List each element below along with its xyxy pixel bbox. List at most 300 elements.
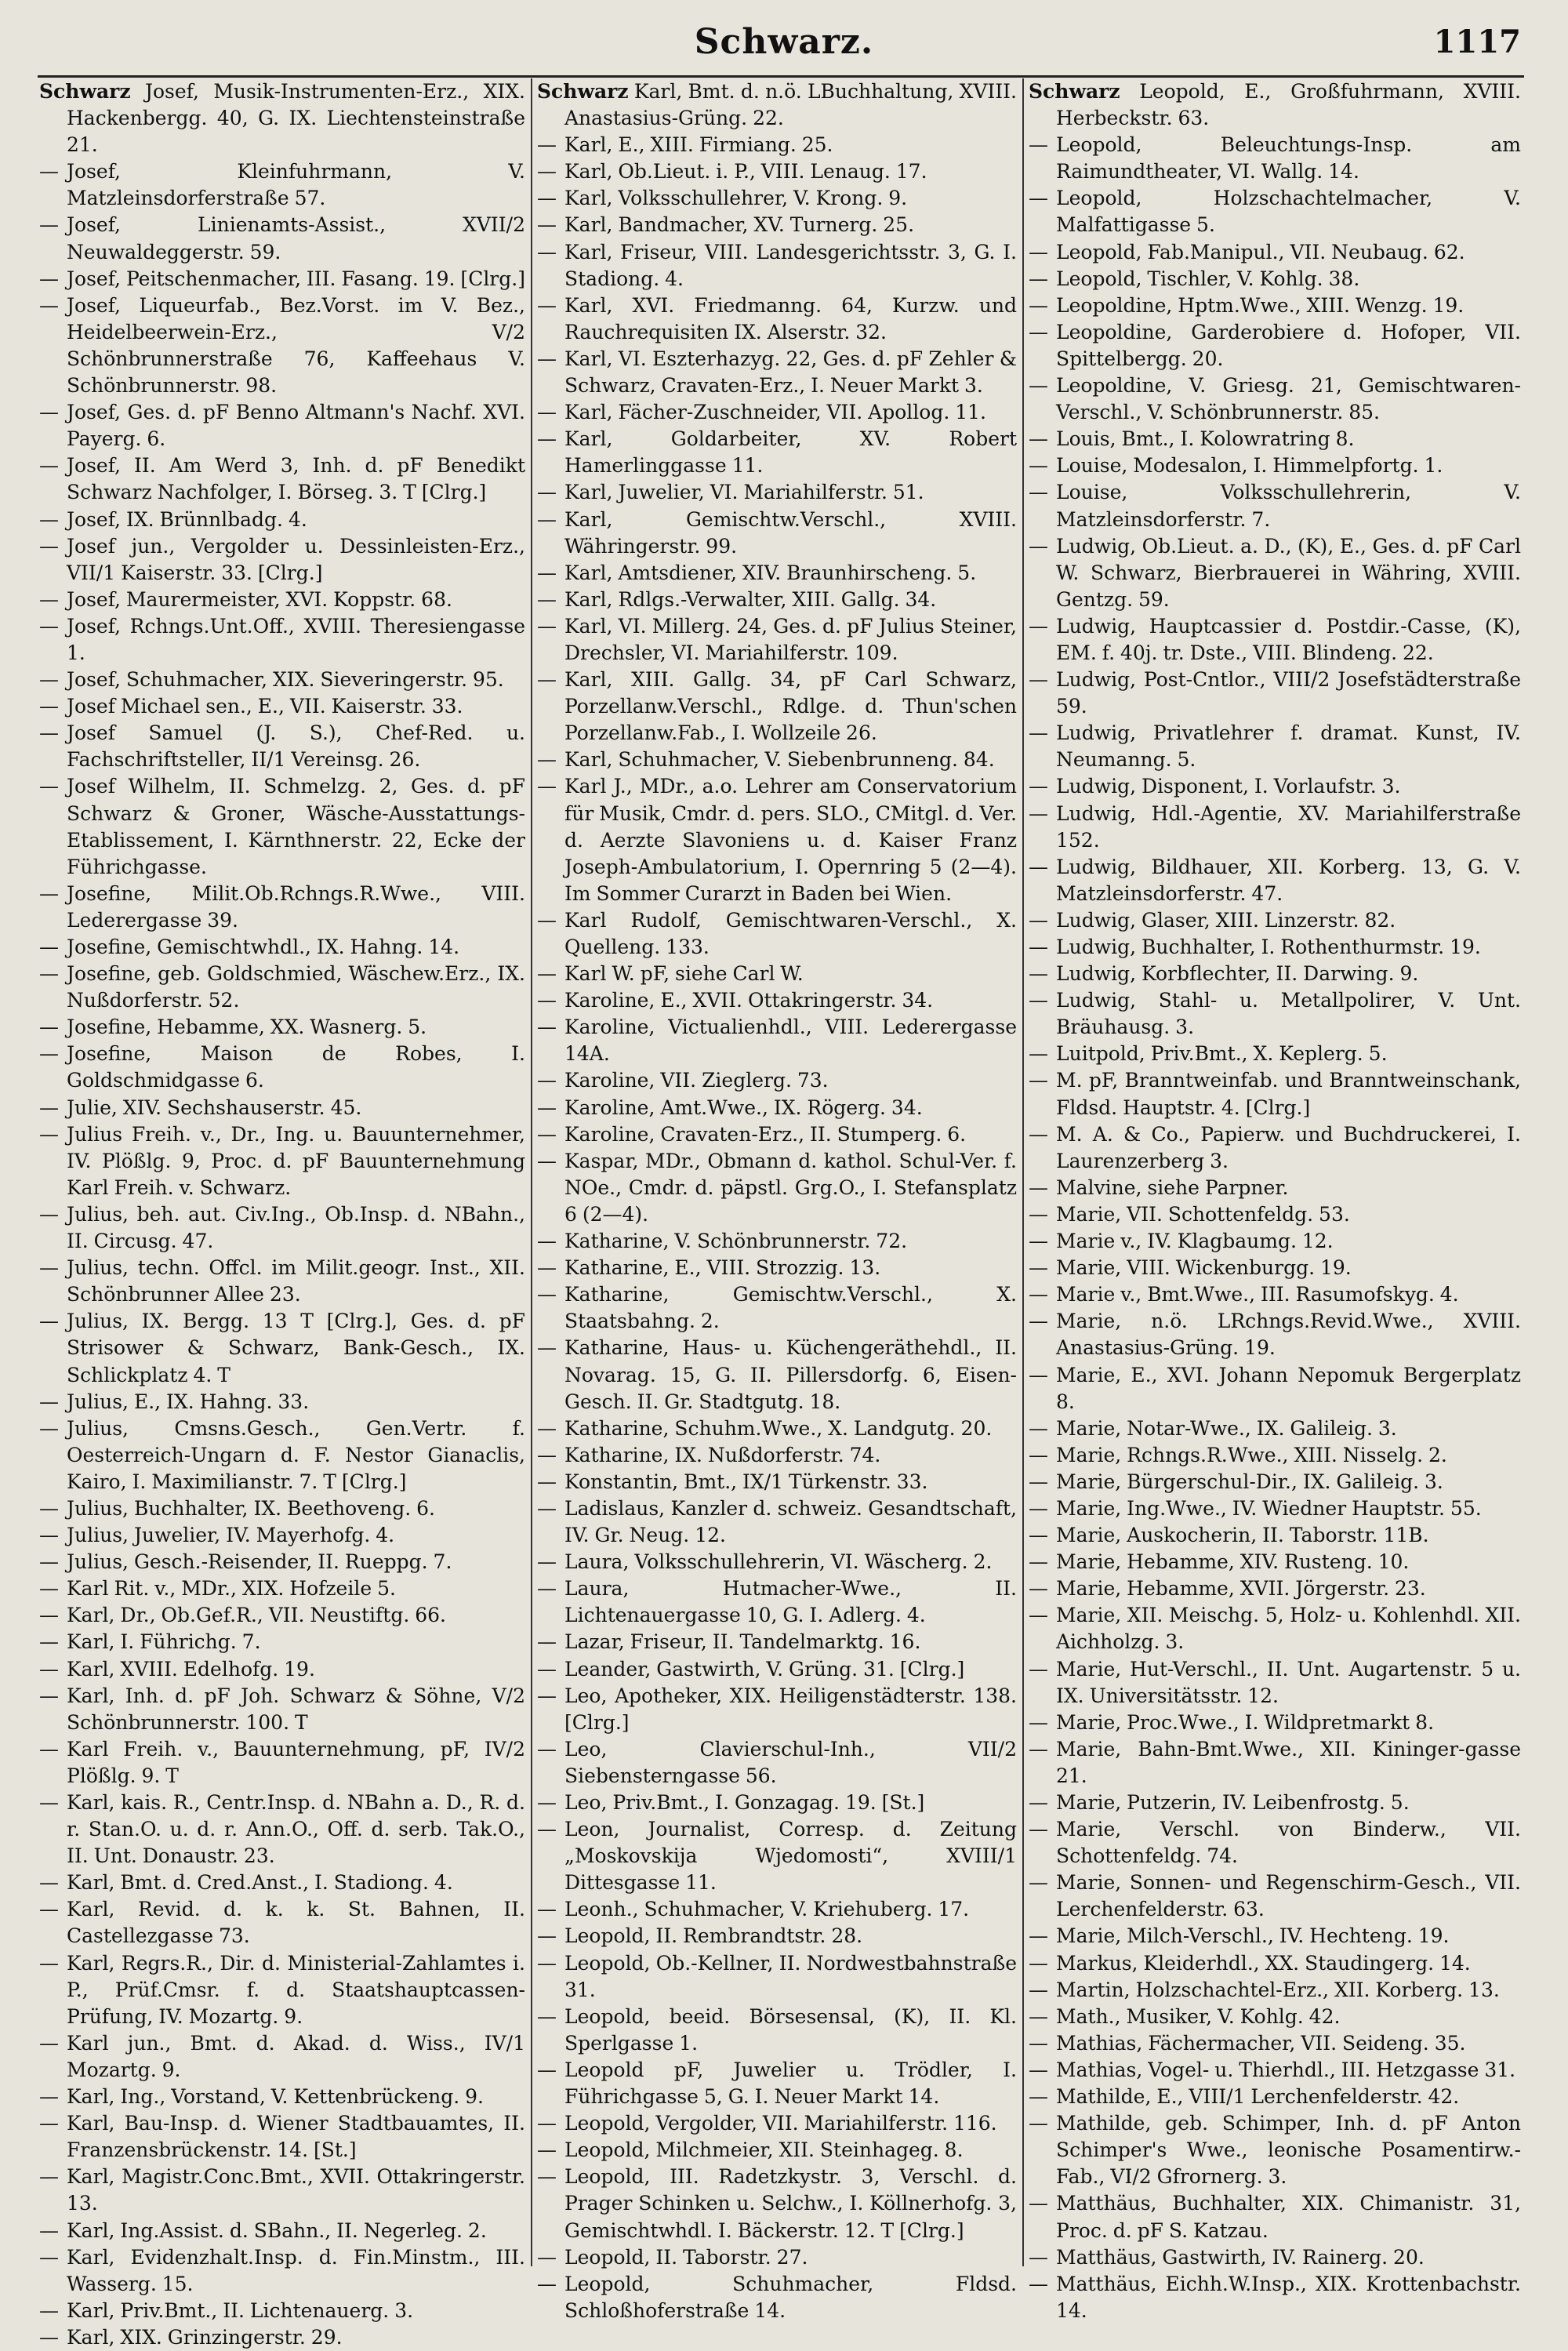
directory-entry <box>1029 1495 1521 1522</box>
entry-text: Marie, Hebamme, XVII. Jörgerstr. 23. <box>1056 1577 1426 1601</box>
entry-text: Leopold, III. Radetzkystr. 3, Verschl. d. Prager Schinken u. Selchw., I. Köllnerhofg. 3, Gemischtwhdl. I. Bäckerstr. 12. T [Clrg.] <box>564 2165 1017 2242</box>
directory-entry <box>537 2004 1017 2057</box>
entry-text: Marie, Ing.Wwe., IV. Wiedner Hauptstr. 55. <box>1056 1496 1482 1520</box>
entry-dash: — <box>537 1737 557 1761</box>
entry-dash: — <box>39 614 59 638</box>
entry-text: Karl, XIX. Grinzingerstr. 29. <box>67 2325 343 2349</box>
entry-text: Julius, techn. Offcl. im Milit.geogr. Inst., XII. Schönbrunner Allee 23. <box>67 1256 525 1306</box>
entry-text: Leander, Gastwirth, V. Grüng. 31. [Clrg.] <box>564 1657 965 1681</box>
entry-text: Karl, Inh. d. pF Joh. Schwarz & Söhne, V/2 Schönbrunnerstr. 100. T <box>67 1684 525 1734</box>
entry-text: Leon, Journalist, Corresp. d. Zeitung „Moskovskija Wjedomosti“, XVIII/1 Dittesgasse 11. <box>564 1818 1017 1895</box>
entry-dash: — <box>537 1230 557 1253</box>
entry-dash: — <box>537 133 557 157</box>
entry-dash: — <box>537 1069 557 1092</box>
entry-dash: — <box>537 1898 557 1921</box>
entry-dash: — <box>537 1577 557 1601</box>
directory-entry <box>1029 1790 1521 1816</box>
entry-dash: — <box>537 2272 557 2295</box>
directory-entry <box>1029 613 1521 667</box>
entry-text: Karl, Priv.Bmt., II. Lichtenauerg. 3. <box>67 2298 414 2322</box>
entry-dash: — <box>39 2325 59 2349</box>
directory-entry <box>537 507 1017 560</box>
directory-entry <box>1029 185 1521 238</box>
directory-entry <box>537 185 1017 212</box>
entry-dash: — <box>39 2245 59 2269</box>
entry-text: Josef, IX. Brünnlbadg. 4. <box>67 507 307 531</box>
entry-text: Josef jun., Vergolder u. Dessinleisten-Erz., VII/1 Kaiserstr. 33. [Clrg.] <box>67 534 525 584</box>
entry-dash: — <box>1029 1604 1048 1627</box>
entry-dash: — <box>39 1390 59 1413</box>
directory-entry <box>537 747 1017 773</box>
entry-text: Ludwig, Hdl.-Agentie, XV. Mariahilferstraße 152. <box>1056 801 1521 852</box>
entry-dash: — <box>1029 1710 1048 1734</box>
entry-dash: — <box>1029 1283 1048 1306</box>
directory-entry <box>537 212 1017 238</box>
entry-text: Karl, Bau-Insp. d. Wiener Stadtbauamtes, II. Franzensbrückenstr. 14. [St.] <box>67 2112 525 2162</box>
entry-text: Julie, XIV. Sechshauserstr. 45. <box>67 1096 362 1119</box>
entry-dash: — <box>537 1149 557 1172</box>
directory-entry <box>39 1736 525 1790</box>
entry-text: Ludwig, Post-Cntlor., VIII/2 Josefstädterstraße 59. <box>1056 668 1521 718</box>
entry-text: Marie, Sonnen- und Regenschirm-Gesch., VII. Lerchenfelderstr. 63. <box>1056 1871 1521 1921</box>
entry-text: Karl, VI. Millerg. 24, Ges. d. pF Julius Steiner, Drechsler, VI. Mariahilferstr. 109. <box>564 614 1017 664</box>
directory-entry <box>1029 667 1521 720</box>
entry-dash: — <box>1029 1416 1048 1440</box>
entry-text: Josef, II. Am Werd 3, Inh. d. pF Benedikt Schwarz Nachfolger, I. Börseg. 3. T [Clrg.] <box>67 454 525 504</box>
entry-dash: — <box>537 1924 557 1948</box>
directory-entry <box>1029 2110 1521 2190</box>
directory-entry <box>537 132 1017 158</box>
entry-text: Konstantin, Bmt., IX/1 Türkenstr. 33. <box>564 1470 928 1493</box>
entry-dash: — <box>39 1737 59 1761</box>
entry-dash: — <box>1029 1202 1048 1226</box>
entry-dash: — <box>1029 936 1048 958</box>
directory-entry <box>39 1495 525 1522</box>
directory-entry <box>1029 78 1521 132</box>
entry-dash: — <box>537 427 557 451</box>
entry-text: Josef, Peitschenmacher, III. Fasang. 19. [Clrg.] <box>67 267 525 290</box>
entry-text: Karl, XVI. Friedmanng. 64, Kurzw. und Rauchrequisiten IX. Alserstr. 32. <box>564 293 1017 343</box>
directory-entry <box>537 1469 1017 1495</box>
entry-text: Karl, Ob.Lieut. i. P., VIII. Lenaug. 17. <box>564 160 927 184</box>
entry-dash: — <box>537 668 557 692</box>
entry-dash: — <box>1029 1791 1048 1814</box>
directory-entry <box>1029 1201 1521 1228</box>
entry-dash: — <box>1029 2192 1048 2215</box>
directory-entry <box>537 1816 1017 1896</box>
entry-dash: — <box>39 775 59 798</box>
entry-text: Karl, XIII. Gallg. 34, pF Carl Schwarz, Porzellanw.Verschl., Rdlge. d. Thun'schen Porzellanw.Fab., I. Wollzeile 26. <box>564 668 1017 745</box>
entry-text: Marie, Bahn-Bmt.Wwe., XII. Kininger-gasse 21. <box>1056 1737 1521 1787</box>
entry-text: Marie, VII. Schottenfeldg. 53. <box>1056 1202 1350 1226</box>
entry-dash: — <box>1029 721 1048 745</box>
directory-entry <box>537 1629 1017 1655</box>
directory-entry <box>1029 239 1521 266</box>
entry-text: Marie, VIII. Wickenburgg. 19. <box>1056 1256 1352 1280</box>
directory-entry <box>537 239 1017 293</box>
entry-dash: — <box>537 187 557 210</box>
directory-entry <box>537 1121 1017 1148</box>
directory-entry <box>1029 372 1521 426</box>
entry-dash: — <box>1029 2085 1048 2109</box>
entry-dash: — <box>39 721 59 745</box>
entry-text: Leopold, beeid. Börsesensal, (K), II. Kl. Sperlgasse 1. <box>564 2004 1017 2055</box>
entry-text: Julius, Buchhalter, IX. Beethoveng. 6. <box>67 1496 435 1520</box>
entry-dash: — <box>1029 1978 1048 2001</box>
directory-entry <box>1029 132 1521 185</box>
entry-text: Karl, Volksschullehrer, V. Krong. 9. <box>564 187 908 210</box>
directory-entry <box>537 426 1017 479</box>
entry-text: Karl, Evidenzhalt.Insp. d. Fin.Minstm., III. Wasserg. 15. <box>67 2245 525 2295</box>
entry-text: Karl, Friseur, VIII. Landesgerichtsstr. 3, G. I. Stadiong. 4. <box>564 240 1017 290</box>
entry-text: Leopold, Tischler, V. Kohlg. 38. <box>1056 267 1360 290</box>
directory-entry <box>39 158 525 212</box>
directory-entry <box>537 78 1017 132</box>
entry-dash: — <box>537 1096 557 1119</box>
column-divider <box>1022 78 1024 2266</box>
directory-entry <box>537 2057 1017 2110</box>
directory-entry <box>537 479 1017 506</box>
running-head: Schwarz. <box>694 22 874 62</box>
directory-entry <box>537 1228 1017 1255</box>
entry-dash: — <box>39 936 59 958</box>
entry-dash: — <box>537 213 557 237</box>
entry-text: Martin, Holzschachtel-Erz., XII. Korberg. 13. <box>1056 1978 1500 2001</box>
entry-dash: — <box>537 1470 557 1493</box>
entry-text: Kaspar, MDr., Obmann d. kathol. Schul-Ver. f. NOe., Cmdr. d. päpstl. Grg.O., I. Stefansplatz 6 (2—4). <box>564 1149 1017 1226</box>
directory-entry <box>1029 2084 1521 2110</box>
entry-text: Laura, Hutmacher-Wwe., II. Lichtenauergasse 10, G. I. Adlerg. 4. <box>564 1577 1017 1627</box>
directory-entry <box>1029 2271 1521 2324</box>
directory-entry <box>537 667 1017 747</box>
directory-entry <box>39 1950 525 2030</box>
directory-entry <box>1029 2057 1521 2084</box>
directory-entry <box>537 1335 1017 1415</box>
entry-text: Katharine, IX. Nußdorferstr. 74. <box>564 1443 881 1466</box>
directory-entry <box>39 773 525 880</box>
entry-text: Leopold, Milchmeier, XII. Steinhageg. 8. <box>564 2138 964 2162</box>
directory-entry <box>537 1790 1017 1816</box>
entry-dash: — <box>39 1256 59 1280</box>
directory-entry <box>537 1281 1017 1335</box>
directory-entry <box>1029 1736 1521 1790</box>
entry-text: Leonh., Schuhmacher, V. Kriehuberg. 17. <box>564 1898 970 1921</box>
directory-entry <box>39 1575 525 1602</box>
entry-dash: — <box>1029 855 1048 878</box>
directory-entry <box>39 667 525 693</box>
entry-dash: — <box>1029 1657 1048 1681</box>
entry-text: Karoline, E., XVII. Ottakringerstr. 34. <box>564 989 934 1012</box>
directory-entry <box>1029 1522 1521 1549</box>
entry-text: Karl, Bmt. d. n.ö. LBuchhaltung, XVIII. Anastasius-Grüng. 22. <box>564 80 1018 130</box>
entry-text: Marie, Hut-Verschl., II. Unt. Augartenstr. 5 u. IX. Universitätsstr. 12. <box>1056 1657 1521 1707</box>
entry-dash: — <box>537 2245 557 2269</box>
directory-entry <box>1029 452 1521 479</box>
directory-entry <box>1029 2244 1521 2271</box>
directory-entry <box>39 613 525 667</box>
entry-dash: — <box>39 1122 59 1146</box>
entry-text: Karl W. pF, siehe Carl W. <box>564 962 804 986</box>
page-header <box>0 22 1568 77</box>
entry-dash: — <box>39 881 59 905</box>
entry-dash: — <box>39 2031 59 2055</box>
directory-entry <box>39 1656 525 1683</box>
directory-entry <box>1029 1469 1521 1495</box>
entry-text: Leopold, Fab.Manipul., VII. Neubaug. 62. <box>1056 240 1465 263</box>
directory-entry <box>1029 1602 1521 1655</box>
entry-dash: — <box>39 1310 59 1333</box>
directory-entry <box>537 1950 1017 2004</box>
directory-entry <box>1029 1228 1521 1255</box>
entry-text: Josefine, Hebamme, XX. Wasnerg. 5. <box>67 1016 427 1039</box>
directory-entry <box>537 293 1017 346</box>
directory-entry <box>39 934 525 961</box>
entry-dash: — <box>537 1791 557 1814</box>
entry-text: Marie, Proc.Wwe., I. Wildpretmarkt 8. <box>1056 1710 1435 1734</box>
entry-text: Karl, Dr., Ob.Gef.R., VII. Neustiftg. 66. <box>67 1604 446 1627</box>
entry-text: Math., Musiker, V. Kohlg. 42. <box>1056 2004 1341 2028</box>
entry-text: Luitpold, Priv.Bmt., X. Keplerg. 5. <box>1056 1042 1388 1066</box>
entry-text: Leopoldine, Garderobiere d. Hofoper, VII. Spittelbergg. 20. <box>1056 320 1521 370</box>
directory-entry <box>537 1549 1017 1575</box>
directory-entry <box>1029 1950 1521 1977</box>
entry-dash: — <box>537 2112 557 2135</box>
entry-dash: — <box>39 1096 59 1119</box>
entry-dash: — <box>537 908 557 932</box>
entry-dash: — <box>1029 2272 1048 2295</box>
entry-text: Leopold, Beleuchtungs-Insp. am Raimundtheater, VI. Wallg. 14. <box>1056 133 1521 184</box>
entry-dash: — <box>537 240 557 263</box>
directory-entry <box>39 2298 525 2324</box>
directory-entry <box>1029 1121 1521 1175</box>
directory-entry <box>39 587 525 613</box>
entry-surname: Schwarz <box>537 80 629 103</box>
entry-dash: — <box>1029 614 1048 638</box>
entry-dash: — <box>39 401 59 424</box>
entry-text: Julius Freih. v., Dr., Ing. u. Bauunternehmer, IV. Plößlg. 9, Proc. d. pF Bauunternehmung Karl Freih. v. Schwarz. <box>67 1122 525 1199</box>
directory-entry <box>39 1683 525 1736</box>
entry-dash: — <box>537 1256 557 1280</box>
entry-text: Karl, Fächer-Zuschneider, VII. Apollog. 11. <box>564 401 986 424</box>
entry-text: Mathias, Vogel- u. Thierhdl., III. Hetzgasse 31. <box>1056 2058 1516 2081</box>
directory-entry <box>537 2110 1017 2137</box>
entry-dash: — <box>537 2138 557 2162</box>
column-2 <box>537 78 1018 2322</box>
entry-text: Karoline, Amt.Wwe., IX. Rögerg. 34. <box>564 1096 923 1119</box>
entry-dash: — <box>1029 1871 1048 1895</box>
directory-entry <box>537 987 1017 1014</box>
entry-dash: — <box>537 1443 557 1466</box>
entry-dash: — <box>39 668 59 692</box>
directory-entry <box>39 881 525 934</box>
entry-text: Matthäus, Gastwirth, IV. Rainerg. 20. <box>1056 2245 1425 2269</box>
entry-text: Ludwig, Disponent, I. Vorlaufstr. 3. <box>1056 775 1401 798</box>
entry-text: Marie v., Bmt.Wwe., III. Rasumofskyg. 4. <box>1056 1283 1459 1306</box>
directory-entry <box>537 1575 1017 1629</box>
entry-text: Karl, Revid. d. k. k. St. Bahnen, II. Castellezgasse 73. <box>67 1898 525 1948</box>
entry-text: Karl, Goldarbeiter, XV. Robert Hamerlinggasse 11. <box>564 427 1017 478</box>
directory-entry <box>1029 987 1521 1041</box>
entry-text: Louise, Volksschullehrerin, V. Matzleinsdorferstr. 7. <box>1056 481 1521 531</box>
directory-entry <box>1029 2004 1521 2030</box>
entry-text: Ludwig, Ob.Lieut. a. D., (K), E., Ges. d. pF Carl W. Schwarz, Bierbrauerei in Währing, XVIII. Gentzg. 59. <box>1056 534 1521 611</box>
page-number: 1117 <box>1433 24 1521 60</box>
directory-entry <box>39 1602 525 1629</box>
entry-text: Karl, I. Führichg. 7. <box>67 1630 261 1654</box>
header-rule <box>38 75 1524 78</box>
entry-dash: — <box>1029 1496 1048 1520</box>
entry-text: Josefine, geb. Goldschmied, Wäschew.Erz., IX. Nußdorferstr. 52. <box>67 962 525 1012</box>
entry-text: Josef, Rchngs.Unt.Off., XVIII. Theresiengasse 1. <box>67 614 525 664</box>
entry-text: Karl, Rdlgs.-Verwalter, XIII. Gallg. 34. <box>564 587 937 611</box>
directory-entry <box>1029 1442 1521 1469</box>
entry-dash: — <box>537 1684 557 1707</box>
entry-dash: — <box>39 962 59 986</box>
entry-dash: — <box>39 267 59 290</box>
entry-text: Karl Freih. v., Bauunternehmung, pF, IV/2 Plößlg. 9. T <box>67 1737 525 1787</box>
entry-text: Katharine, V. Schönbrunnerstr. 72. <box>564 1230 908 1253</box>
directory-entry <box>39 1201 525 1255</box>
entry-dash: — <box>537 1496 557 1520</box>
directory-entry <box>39 1041 525 1094</box>
directory-entry <box>537 1415 1017 1442</box>
entry-dash: — <box>1029 1470 1048 1493</box>
entry-dash: — <box>537 1951 557 1975</box>
directory-entry <box>1029 1977 1521 2004</box>
entry-dash: — <box>1029 267 1048 290</box>
entry-text: Karl Rit. v., MDr., XIX. Hofzeile 5. <box>67 1577 396 1601</box>
entry-dash: — <box>537 2058 557 2081</box>
entry-text: Leo, Clavierschul-Inh., VII/2 Siebensterngasse 56. <box>564 1737 1017 1787</box>
directory-entry <box>1029 1923 1521 1949</box>
entry-text: Julius, Juwelier, IV. Mayerhofg. 4. <box>67 1524 395 1547</box>
entry-dash: — <box>537 989 557 1012</box>
entry-dash: — <box>1029 2058 1048 2081</box>
directory-entry <box>537 2137 1017 2164</box>
entry-dash: — <box>537 1336 557 1360</box>
directory-entry <box>537 399 1017 426</box>
entry-dash: — <box>537 1016 557 1039</box>
entry-text: Katharine, Gemischtw.Verschl., X. Staatsbahng. 2. <box>564 1283 1017 1333</box>
entry-text: Marie, Rchngs.R.Wwe., XIII. Nisselg. 2. <box>1056 1443 1447 1466</box>
entry-dash: — <box>537 347 557 370</box>
entry-dash: — <box>1029 2031 1048 2055</box>
entry-dash: — <box>537 748 557 772</box>
entry-text: Ladislaus, Kanzler d. schweiz. Gesandtschaft, IV. Gr. Neug. 12. <box>564 1496 1017 1547</box>
directory-entry <box>39 533 525 587</box>
entry-text: Karoline, Victualienhdl., VIII. Lederergasse 14A. <box>564 1016 1017 1066</box>
entry-text: Marie, Auskocherin, II. Taborstr. 11B. <box>1056 1524 1429 1547</box>
entry-dash: — <box>1029 427 1048 451</box>
directory-entry <box>537 907 1017 961</box>
entry-dash: — <box>537 775 557 798</box>
directory-entry <box>1029 907 1521 934</box>
entry-text: Louis, Bmt., I. Kolowratring 8. <box>1056 427 1355 451</box>
entry-text: Marie, Milch-Verschl., IV. Hechteng. 19. <box>1056 1924 1450 1948</box>
entry-dash: — <box>1029 1443 1048 1466</box>
entry-dash: — <box>39 1496 59 1520</box>
entry-dash: — <box>39 1951 59 1975</box>
entry-dash: — <box>537 1416 557 1440</box>
entry-dash: — <box>537 293 557 317</box>
entry-dash: — <box>39 1604 59 1627</box>
entry-text: Josefine, Milit.Ob.Rchngs.R.Wwe., VIII. Lederergasse 39. <box>67 881 525 932</box>
entry-dash: — <box>39 1042 59 1066</box>
directory-entry <box>537 1736 1017 1790</box>
directory-entry <box>537 587 1017 613</box>
entry-text: Leopold, II. Taborstr. 27. <box>564 2245 808 2269</box>
entry-dash: — <box>39 695 59 718</box>
entry-text: Josef, Kleinfuhrmann, V. Matzleinsdorferstraße 57. <box>67 160 525 210</box>
entry-dash: — <box>1029 133 1048 157</box>
directory-entry <box>1029 961 1521 987</box>
directory-entry <box>1029 934 1521 961</box>
directory-entry <box>39 1389 525 1415</box>
entry-dash: — <box>39 1871 59 1895</box>
directory-entry <box>537 1148 1017 1228</box>
entry-dash: — <box>1029 534 1048 558</box>
entry-dash: — <box>39 587 59 611</box>
entry-dash: — <box>1029 1924 1048 1948</box>
directory-entry <box>537 158 1017 185</box>
directory-entry <box>1029 1415 1521 1442</box>
entry-dash: — <box>39 454 59 478</box>
entry-text: Marie, Verschl. von Binderw., VII. Schottenfeldg. 74. <box>1056 1818 1521 1868</box>
directory-entry <box>1029 1041 1521 1067</box>
directory-entry <box>39 720 525 773</box>
column-divider <box>531 78 532 2266</box>
entry-dash: — <box>39 1791 59 1814</box>
directory-entry <box>39 1549 525 1575</box>
entry-text: Leopoldine, V. Griesg. 21, Gemischtwaren-Verschl., V. Schönbrunnerstr. 85. <box>1056 374 1521 424</box>
directory-entry <box>39 399 525 452</box>
entry-text: Matthäus, Eichh.W.Insp., XIX. Krottenbachstr. 14. <box>1056 2272 1521 2322</box>
directory-entry <box>1029 1281 1521 1308</box>
entry-dash: — <box>39 1416 59 1440</box>
entry-text: Karl, Ing., Vorstand, V. Kettenbrückeng. 9. <box>67 2085 484 2109</box>
entry-surname: Schwarz <box>1029 80 1120 103</box>
entry-text: Karl, Ing.Assist. d. SBahn., II. Negerleg. 2. <box>67 2218 487 2242</box>
entry-text: Josef Samuel (J. S.), Chef-Red. u. Fachschriftsteller, II/1 Vereinsg. 26. <box>67 721 525 772</box>
entry-dash: — <box>39 293 59 317</box>
entry-text: Josef, Liqueurfab., Bez.Vorst. im V. Bez., Heidelbeerwein-Erz., V/2 Schönbrunnerstraße 76, Kaffeehaus V. Schönbrunnerstr. 98. <box>67 293 525 398</box>
entry-dash: — <box>537 160 557 184</box>
entry-text: Karoline, VII. Zieglerg. 73. <box>564 1069 829 1092</box>
entry-dash: — <box>39 1898 59 1921</box>
directory-entry <box>39 1121 525 1201</box>
entry-text: Marie, E., XVI. Johann Nepomuk Bergerplatz 8. <box>1056 1363 1521 1413</box>
entry-dash: — <box>39 2085 59 2109</box>
entry-dash: — <box>537 1657 557 1681</box>
directory-entry <box>537 961 1017 987</box>
directory-entry <box>1029 1870 1521 1923</box>
entry-dash: — <box>39 1630 59 1654</box>
directory-entry <box>39 2110 525 2164</box>
entry-text: Marie, Notar-Wwe., IX. Galileig. 3. <box>1056 1416 1397 1440</box>
entry-dash: — <box>1029 1550 1048 1574</box>
entry-text: Leopold, Holzschachtelmacher, V. Malfattigasse 5. <box>1056 187 1521 237</box>
entry-text: Leopold, Vergolder, VII. Mariahilferstr. 116. <box>564 2112 997 2135</box>
entry-dash: — <box>39 534 59 558</box>
entry-text: Leopold, Schuhmacher, Fldsd. Schloßhoferstraße 14. <box>564 2272 1017 2322</box>
entry-text: Marie v., IV. Klagbaumg. 12. <box>1056 1230 1334 1253</box>
entry-text: Karl, VI. Eszterhazyg. 22, Ges. d. pF Zehler & Schwarz, Cravaten-Erz., I. Neuer Markt 3. <box>564 347 1017 398</box>
entry-text: Matthäus, Buchhalter, XIX. Chimanistr. 31, Proc. d. pF S. Katzau. <box>1056 2192 1521 2242</box>
entry-text: Karoline, Cravaten-Erz., II. Stumperg. 6. <box>564 1122 967 1146</box>
entry-text: Leo, Apotheker, XIX. Heiligenstädterstr. 138. [Clrg.] <box>564 1684 1017 1734</box>
entry-dash: — <box>1029 1524 1048 1547</box>
entry-text: Leopold, II. Rembrandtstr. 28. <box>564 1924 863 1948</box>
